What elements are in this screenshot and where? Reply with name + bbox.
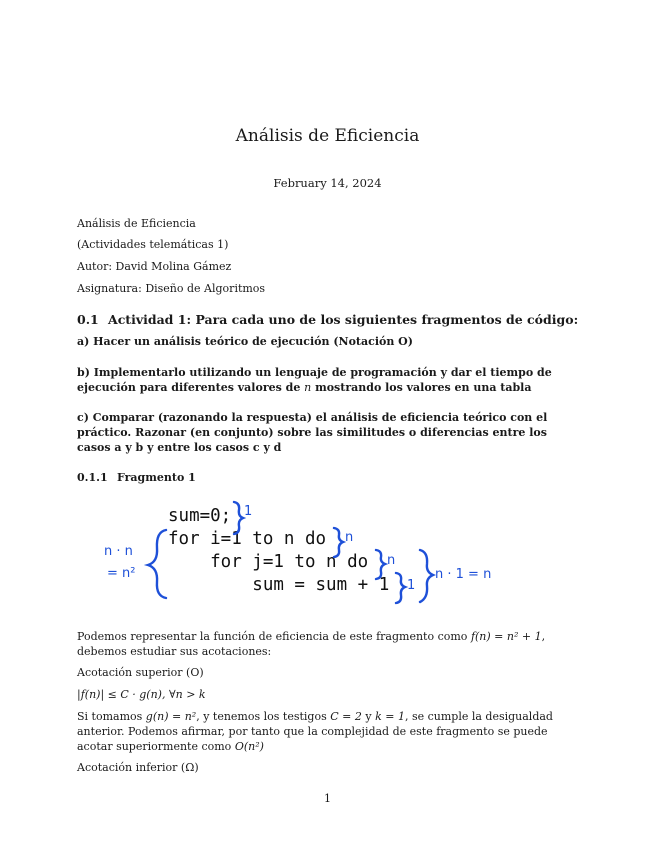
annotation-n-2: n bbox=[387, 553, 396, 568]
page-number: 1 bbox=[324, 792, 331, 805]
code-figure bbox=[100, 498, 530, 608]
right-brace-4 bbox=[396, 573, 405, 603]
right-brace-1 bbox=[234, 502, 243, 534]
annotation-n-squared: = n² bbox=[107, 566, 136, 581]
lower-bound-label: Acotación inferior (Ω) bbox=[77, 761, 199, 774]
code-line-4: sum = sum + 1 bbox=[168, 575, 390, 595]
code-line-2: for i=1 to n do bbox=[168, 529, 327, 549]
task-b: b) Implementarlo utilizando un lenguaje de programación y dar el tiempo de ejecución para diferentes valores de n mostrando los valores en una tabla bbox=[77, 366, 552, 394]
subsection-heading bbox=[77, 471, 196, 484]
annotation-1: 1 bbox=[244, 504, 253, 519]
annotation-n-times-n: n · n bbox=[104, 544, 133, 559]
code-line-3: for j=1 to n do bbox=[168, 552, 369, 572]
paragraph-witnesses: Si tomamos g(n) = n², y tenemos los testigos C = 2 y k = 1, se cumple la desigualdad anterior. Podemos afirmar, por tanto que la complejidad de este fragmento se puede acotar superiormente como O(n²) bbox=[77, 710, 553, 753]
section-heading bbox=[77, 312, 578, 327]
upper-bound-formula: |f(n)| ≤ C · g(n), ∀n > k bbox=[77, 688, 206, 701]
document-date: February 14, 2024 bbox=[273, 176, 382, 190]
handwritten-braces bbox=[100, 498, 530, 608]
task-c: c) Comparar (razonando la respuesta) el análisis de eficiencia teórico con el práctico. Razonar (en conjunto) sobre las similitudes o diferencias entre los casos a y b y entre los casos c y d bbox=[77, 411, 548, 454]
document-title: Análisis de Eficiencia bbox=[235, 126, 420, 146]
subsection-number: 0.1.1 bbox=[77, 471, 108, 484]
subsection-title: Fragmento 1 bbox=[117, 471, 196, 484]
section-title: Actividad 1: Para cada uno de los siguientes fragmentos de código: bbox=[108, 312, 579, 327]
upper-bound-label: Acotación superior (O) bbox=[77, 666, 204, 679]
annotation-n-times-1: n · 1 = n bbox=[435, 567, 492, 582]
right-brace-2 bbox=[334, 528, 343, 557]
annotation-1-b: 1 bbox=[407, 578, 416, 593]
meta-line-title: Análisis de Eficiencia bbox=[77, 217, 196, 230]
section-number: 0.1 bbox=[77, 312, 99, 327]
meta-line-subject: Asignatura: Diseño de Algoritmos bbox=[77, 282, 266, 295]
task-a: a) Hacer un análisis teórico de ejecución (Notación O) bbox=[77, 335, 413, 348]
right-brace-3 bbox=[376, 550, 385, 579]
meta-line-activity: (Actividades telemáticas 1) bbox=[77, 238, 229, 251]
paragraph-efficiency-function: Podemos representar la función de eficiencia de este fragmento como f(n) = n² + 1, debemos estudiar sus acotaciones: bbox=[77, 630, 546, 658]
right-brace-5 bbox=[420, 550, 433, 602]
annotation-n-1: n bbox=[345, 530, 354, 545]
meta-line-author: Autor: David Molina Gámez bbox=[77, 260, 232, 273]
code-line-1: sum=0; bbox=[168, 506, 232, 526]
left-brace bbox=[148, 530, 166, 598]
